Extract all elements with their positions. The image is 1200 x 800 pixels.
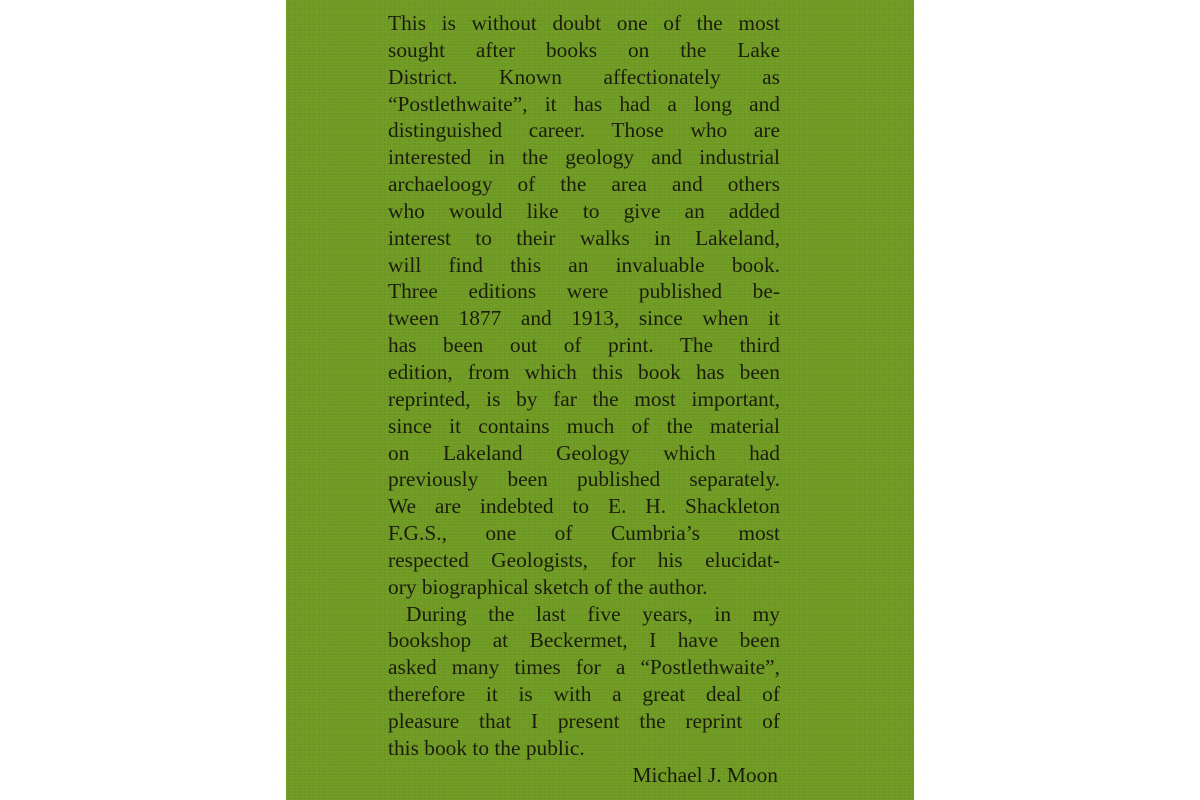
text-line: previously been published separately. — [388, 467, 780, 492]
text-line: tween 1877 and 1913, since when it — [388, 306, 780, 331]
author-signature: Michael J. Moon — [632, 762, 778, 787]
text-line: reprinted, is by far the most important, — [388, 386, 780, 411]
text-line: bookshop at Beckermet, I have been — [388, 628, 780, 653]
text-line: During the last five years, in my — [406, 601, 780, 626]
text-line: will find this an invaluable book. — [388, 252, 780, 277]
text-line: F.G.S., one of Cumbria’s most — [388, 521, 780, 546]
text-line: this book to the public. — [388, 735, 585, 760]
text-line: “Postlethwaite”, it has had a long and — [388, 91, 780, 116]
text-line: District. Known affectionately as — [388, 64, 780, 89]
paragraph-2 — [388, 601, 780, 762]
text-line: who would like to give an added — [388, 198, 780, 223]
text-line: This is without doubt one of the most — [388, 11, 780, 35]
blurb-text — [388, 10, 780, 788]
text-line: pleasure that I present the reprint of — [388, 708, 780, 733]
text-line: Three editions were published be- — [388, 279, 780, 304]
text-line: archaeloogy of the area and others — [388, 172, 780, 197]
text-line: on Lakeland Geology which had — [388, 440, 780, 465]
text-line: sought after books on the Lake — [388, 37, 780, 62]
text-line: ory biographical sketch of the author. — [388, 574, 708, 599]
text-line: respected Geologists, for his elucidat- — [388, 547, 780, 572]
text-line: distinguished career. Those who are — [388, 118, 780, 143]
paragraph-1 — [388, 10, 780, 601]
text-line: since it contains much of the material — [388, 413, 780, 438]
text-line: interest to their walks in Lakeland, — [388, 225, 780, 250]
text-line: has been out of print. The third — [388, 333, 780, 358]
text-line: interested in the geology and industrial — [388, 145, 780, 170]
text-line: therefore it is with a great deal of — [388, 682, 780, 707]
text-line: edition, from which this book has been — [388, 359, 780, 384]
text-line: asked many times for a “Postlethwaite”, — [388, 655, 780, 680]
book-back-cover — [286, 0, 914, 800]
text-line: We are indebted to E. H. Shackleton — [388, 494, 780, 519]
